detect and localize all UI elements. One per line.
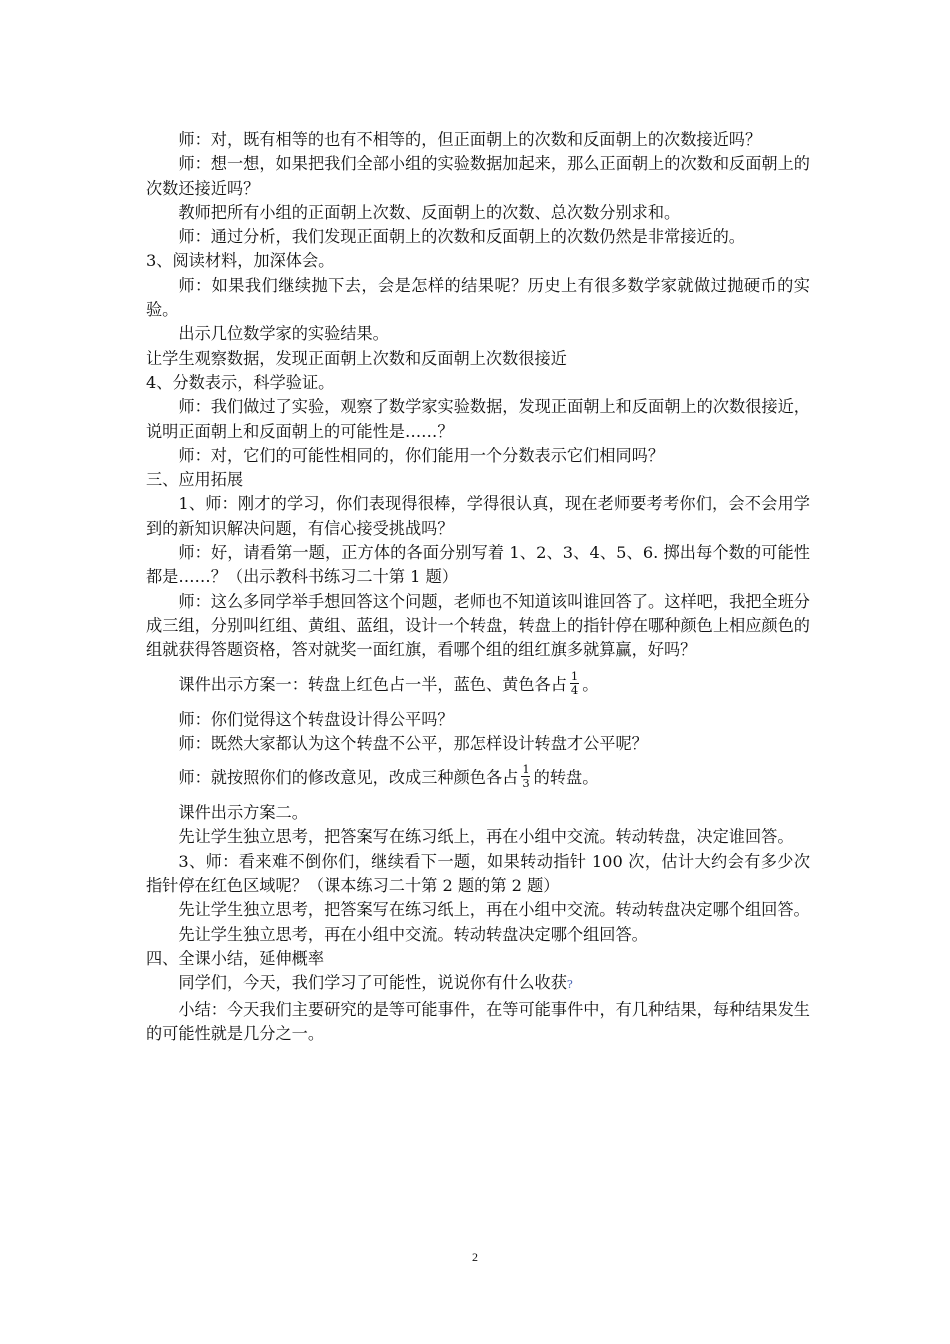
modify-text: 师：就按照你们的修改意见，改成三种颜色各占 xyxy=(178,768,519,788)
paragraph: 师：想一想，如果把我们全部小组的实验数据加起来，那么正面朝上的次数和反面朝上的次数还接近吗？ xyxy=(146,154,810,198)
paragraph: 教师把所有小组的正面朝上次数、反面朝上的次数、总次数分别求和。 xyxy=(178,202,681,222)
paragraph: 师：对，它们的可能性相同的，你们能用一个分数表示它们相同吗？ xyxy=(178,445,665,465)
fraction-numerator: 1 xyxy=(570,668,579,683)
scheme-one-paragraph xyxy=(146,663,810,708)
fraction-one-third xyxy=(520,763,531,790)
fraction-numerator: 1 xyxy=(522,762,530,777)
paragraph: 先让学生独立思考，再在小组中交流。转动转盘决定哪个组回答。 xyxy=(178,924,648,944)
document-body xyxy=(146,128,810,1046)
paragraph: 出示几位数学家的实验结果。 xyxy=(178,324,389,344)
question-mark: ? xyxy=(566,978,573,992)
modify-end: 的转盘。 xyxy=(533,768,599,788)
paragraph: 3、师：看来难不倒你们，继续看下一题，如果转动指针 100 次，估计大约会有多少次指针停在红色区域呢？（课本练习二十第 2 题的第 2 题） xyxy=(146,851,810,896)
paragraph: 师：这么多同学举手想回答这个问题，老师也不知道该叫谁回答了。这样吧，我把全班分成三组，分别叫红组、黄组、蓝组，设计一个转盘，转盘上的指针停在哪种颜色上相应颜色的组就获得答题资格，答对就奖一面红旗，看哪个组的组红旗多就算赢，好吗？ xyxy=(146,591,810,660)
scheme-one-end: 。 xyxy=(582,674,599,694)
paragraph: 师：如果我们继续抛下去，会是怎样的结果呢？历史上有很多数学家就做过抛硬币的实验。 xyxy=(146,275,810,320)
fraction-denominator: 4 xyxy=(570,682,579,697)
scheme-one-text: 课件出示方案一：转盘上红色占一半，蓝色、黄色各占 xyxy=(178,674,567,694)
harvest-text: 同学们，今天，我们学习了可能性，说说你有什么收获 xyxy=(178,973,567,993)
paragraph: 师：我们做过了实验，观察了数学家实验数据，发现正面朝上和反面朝上的次数很接近，说明正面朝上和反面朝上的可能性是……？ xyxy=(146,397,810,441)
fraction-one-quarter xyxy=(569,670,580,697)
paragraph: 先让学生独立思考，把答案写在练习纸上，再在小组中交流。转动转盘决定哪个组回答。 xyxy=(178,900,810,920)
paragraph: 师：好，请看第一题，正方体的各面分别写着 1、2、3、4、5、6. 掷出每个数的可能性都是……？（出示教科书练习二十第 1 题） xyxy=(146,543,810,587)
paragraph: 1、师：刚才的学习，你们表现得很棒，学得很认真，现在老师要考考你们，会不会用学到的新知识解决问题，有信心接受挑战吗？ xyxy=(146,494,810,538)
paragraph: 师：对，既有相等的也有不相等的，但正面朝上的次数和反面朝上的次数接近吗？ xyxy=(178,130,762,149)
section-heading: 4、分数表示，科学验证。 xyxy=(146,372,335,392)
summary-paragraph: 小结：今天我们主要研究的是等可能事件，在等可能事件中，有几种结果，每种结果发生的可能性就是几分之一。 xyxy=(146,999,810,1043)
paragraph: 师：既然大家都认为这个转盘不公平，那怎样设计转盘才公平呢？ xyxy=(178,733,648,753)
page-number: 2 xyxy=(472,1250,478,1264)
paragraph: 让学生观察数据，发现正面朝上次数和反面朝上次数很接近 xyxy=(146,348,567,368)
paragraph: 先让学生独立思考，把答案写在练习纸上，再在小组中交流。转动转盘，决定谁回答。 xyxy=(178,827,794,847)
paragraph: 师：通过分析，我们发现正面朝上的次数和反面朝上的次数仍然是非常接近的。 xyxy=(178,227,745,247)
harvest-paragraph xyxy=(146,971,810,997)
section-heading: 三、应用拓展 xyxy=(146,470,244,490)
fraction-denominator: 3 xyxy=(522,776,530,791)
paragraph: 课件出示方案二。 xyxy=(178,803,308,823)
section-heading: 四、全课小结，延伸概率 xyxy=(146,948,325,968)
section-heading: 3、阅读材料，加深体会。 xyxy=(146,251,335,271)
modify-paragraph xyxy=(146,756,810,801)
paragraph: 师：你们觉得这个转盘设计得公平吗？ xyxy=(178,709,454,729)
